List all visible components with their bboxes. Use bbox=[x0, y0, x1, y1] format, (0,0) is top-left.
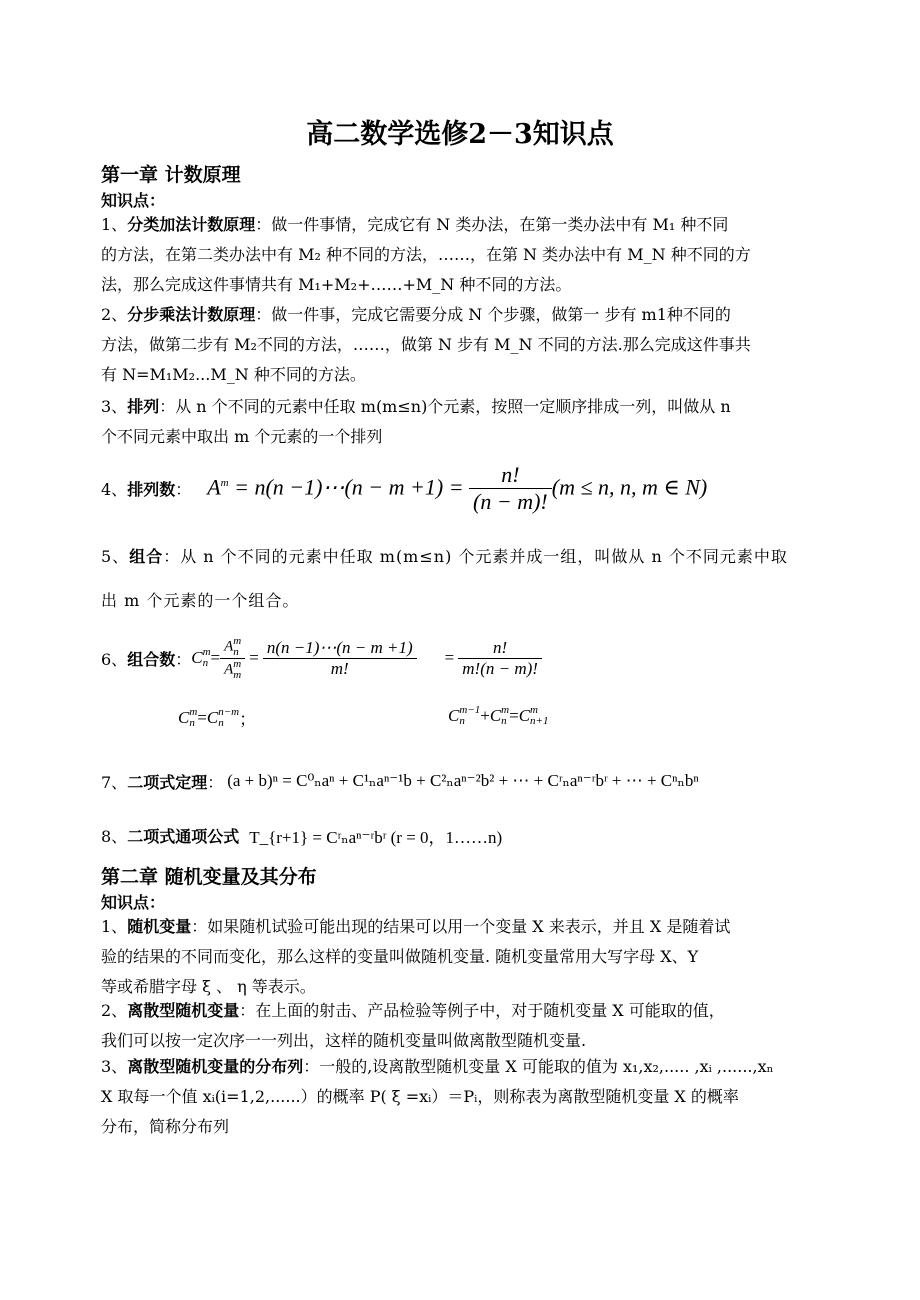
ch2-item-1 bbox=[101, 912, 821, 1002]
combination-property-symmetry bbox=[178, 705, 256, 730]
index-n-plus-1: n+1 bbox=[530, 715, 549, 727]
combination-formula bbox=[191, 636, 542, 681]
item-text: 个不同元素中取出 m 个元素的一个排列 bbox=[101, 427, 383, 446]
item-colon: ： bbox=[175, 479, 192, 499]
ch1-item-2 bbox=[101, 300, 821, 390]
binomial-theorem-formula: (a + b)ⁿ = C⁰ₙaⁿ + C¹ₙaⁿ⁻¹b + C²ₙaⁿ⁻²b² + ⋯ + Cʳₙaⁿ⁻ʳbʳ + ⋯ + Cⁿₙbⁿ bbox=[227, 771, 699, 790]
formula-expansion: = n(n −1)⋯(n − m +1) = bbox=[228, 474, 470, 499]
item-text: 等或希腊字母 ξ 、 η 等表示。 bbox=[101, 977, 316, 996]
fraction-denominator: (n − m)! bbox=[473, 488, 548, 514]
item-text: ：从 n 个不同的元素中任取 m(m≤n)个元素，按照一定顺序排成一列，叫做从 n bbox=[159, 397, 731, 416]
semicolon: ； bbox=[239, 710, 257, 730]
item-number: 1、 bbox=[101, 917, 128, 936]
formula-fraction bbox=[263, 638, 417, 679]
item-number: 4、 bbox=[101, 479, 128, 499]
formula-symbol: C bbox=[206, 707, 219, 727]
index-n: n bbox=[501, 715, 507, 727]
fraction-numerator: n(n −1)⋯(n − m +1) bbox=[263, 638, 417, 659]
formula-symbol: C bbox=[518, 706, 531, 725]
fraction-denominator bbox=[220, 659, 245, 681]
index-n-minus-m: n−m bbox=[218, 705, 240, 718]
formula-superscript: m bbox=[220, 476, 229, 489]
index-m: m bbox=[233, 657, 242, 670]
index-m: m bbox=[233, 668, 242, 681]
fraction-numerator: n! bbox=[458, 638, 542, 659]
combination-property-pascal bbox=[448, 705, 548, 727]
ch1-item-1 bbox=[101, 210, 821, 300]
item-term: 排列 bbox=[127, 397, 160, 416]
equals-sign: = bbox=[210, 648, 221, 667]
item-text: 我们可以按一定次序一一列出，这样的随机变量叫做离散型随机变量. bbox=[101, 1031, 587, 1050]
item-text: ：在上面的射击、产品检验等例子中，对于随机变量 X 可能取的值， bbox=[239, 1001, 725, 1020]
index-n: n bbox=[189, 716, 195, 729]
ch1-item-4 bbox=[101, 458, 707, 518]
index-n: n bbox=[459, 715, 465, 727]
item-term: 离散型随机变量 bbox=[127, 1001, 240, 1020]
item-number: 3、 bbox=[101, 397, 128, 416]
fraction-denominator: m! bbox=[330, 658, 349, 678]
equals-sign: = bbox=[444, 648, 455, 667]
formula-indices bbox=[218, 707, 239, 729]
index-m: m bbox=[530, 704, 538, 716]
item-term: 组合 bbox=[129, 547, 164, 566]
item-text: ：做一件事，完成它需要分成 N 个步骤，做第一 步有 m1种不同的 bbox=[255, 305, 731, 324]
index-n: n bbox=[218, 716, 224, 729]
item-term: 分类加法计数原理 bbox=[127, 215, 256, 234]
item-text: ：从 n 个不同的元素中任取 m(m≤n) 个元素并成一组，叫做从 n 个不同元素中取 bbox=[163, 547, 788, 566]
item-number: 2、 bbox=[101, 1001, 128, 1020]
formula-indices bbox=[530, 705, 548, 727]
item-term: 分步乘法计数原理 bbox=[127, 305, 256, 324]
ch2-item-2 bbox=[101, 996, 821, 1056]
formula-symbol: C bbox=[191, 648, 203, 667]
formula-symbol: C bbox=[178, 707, 190, 727]
formula-indices bbox=[459, 705, 480, 727]
item-text: 有 N=M₁M₂...M_N 种不同的方法。 bbox=[101, 365, 366, 384]
ch2-item-3 bbox=[101, 1052, 821, 1142]
equals-sign: = bbox=[509, 706, 519, 725]
index-m: m bbox=[189, 705, 198, 718]
ch1-item-5 bbox=[101, 535, 821, 623]
plus-sign: + bbox=[480, 706, 490, 725]
index-n: n bbox=[233, 645, 239, 658]
index-m-minus-1: m−1 bbox=[459, 704, 481, 716]
formula-fraction bbox=[469, 462, 552, 515]
formula-fraction bbox=[458, 638, 542, 679]
item-text: ：一般的,设离散型随机变量 X 可能取的值为 x₁,x₂,..... ,xᵢ ,......,xₙ bbox=[303, 1057, 774, 1076]
chapter2-heading: 第二章 随机变量及其分布 bbox=[101, 866, 317, 888]
item-number: 8、 bbox=[101, 826, 128, 846]
item-number: 2、 bbox=[101, 305, 128, 324]
item-text: 出 m 个元素的一个组合。 bbox=[101, 591, 300, 610]
item-text: 方法，做第二步有 M₂不同的方法，……，做第 N 步有 M_N 不同的方法.那么完成这件事共 bbox=[101, 335, 751, 354]
item-term: 二项式定理 bbox=[127, 772, 208, 792]
item-text: 法，那么完成这件事情共有 M₁+M₂+……+M_N 种不同的方法。 bbox=[101, 275, 572, 294]
formula-symbol: C bbox=[448, 706, 460, 725]
fraction-numerator bbox=[220, 636, 245, 659]
formula-symbol: C bbox=[489, 706, 502, 725]
item-colon: ： bbox=[175, 649, 192, 669]
ch1-item-7 bbox=[101, 764, 699, 798]
item-text: ：做一件事情，完成它有 N 类办法，在第一类办法中有 M₁ 种不同 bbox=[255, 215, 729, 234]
formula-symbol: A bbox=[224, 660, 234, 677]
chapter2-subheading: 知识点： bbox=[101, 893, 166, 912]
ch1-item-6 bbox=[101, 630, 542, 686]
item-number: 1、 bbox=[101, 215, 128, 234]
formula-condition: (m ≤ n, n, m ∈ N) bbox=[551, 474, 708, 499]
item-term: 排列数 bbox=[127, 479, 176, 499]
chapter1-subheading: 知识点： bbox=[101, 191, 166, 210]
item-term: 二项式通项公式 bbox=[127, 826, 240, 846]
item-term: 随机变量 bbox=[127, 917, 192, 936]
general-term-formula: T_{r+1} = Cʳₙaⁿ⁻ʳbʳ (r = 0，1……n) bbox=[249, 827, 503, 847]
ch1-item-3 bbox=[101, 392, 821, 452]
item-number: 3、 bbox=[101, 1057, 128, 1076]
item-colon: ： bbox=[207, 772, 224, 792]
item-number: 7、 bbox=[101, 772, 128, 792]
equals-sign: = bbox=[249, 648, 259, 667]
permutation-formula bbox=[207, 462, 707, 515]
item-text: 的方法，在第二类办法中有 M₂ 种不同的方法，……，在第 N 类办法中有 M_N 种不同的方 bbox=[101, 245, 751, 264]
item-number: 6、 bbox=[101, 649, 128, 669]
ch1-item-8 bbox=[101, 820, 502, 850]
index-m: m bbox=[202, 646, 211, 658]
formula-indices bbox=[501, 705, 509, 727]
chapter1-heading: 第一章 计数原理 bbox=[101, 164, 241, 186]
page-title: 高二数学选修2－3知识点 bbox=[306, 119, 614, 150]
equals-sign: = bbox=[197, 707, 207, 727]
formula-indices bbox=[203, 647, 211, 669]
item-text: X 取每一个值 xᵢ(i=1,2,......）的概率 P( ξ =xᵢ）＝Pᵢ，则称表为离散型随机变量 X 的概率 bbox=[101, 1087, 739, 1106]
item-number: 5、 bbox=[101, 547, 130, 566]
fraction-numerator: n! bbox=[469, 462, 552, 489]
index-m: m bbox=[233, 634, 242, 647]
item-text: 分布，简称分布列 bbox=[101, 1117, 230, 1136]
formula-indices bbox=[189, 707, 197, 729]
item-text: 验的结果的不同而变化，那么这样的变量叫做随机变量. 随机变量常用大写字母 X、Y bbox=[101, 947, 699, 966]
item-term: 组合数 bbox=[127, 649, 176, 669]
formula-fraction bbox=[220, 636, 245, 681]
index-m: m bbox=[501, 704, 510, 716]
fraction-denominator: m!(n − m)! bbox=[462, 658, 538, 678]
index-n: n bbox=[202, 657, 209, 669]
formula-symbol: A bbox=[224, 637, 234, 654]
item-text: ：如果随机试验可能出现的结果可以用一个变量 X 来表示，并且 X 是随着试 bbox=[191, 917, 731, 936]
formula-symbol: A bbox=[207, 474, 221, 499]
item-term: 离散型随机变量的分布列 bbox=[127, 1057, 304, 1076]
